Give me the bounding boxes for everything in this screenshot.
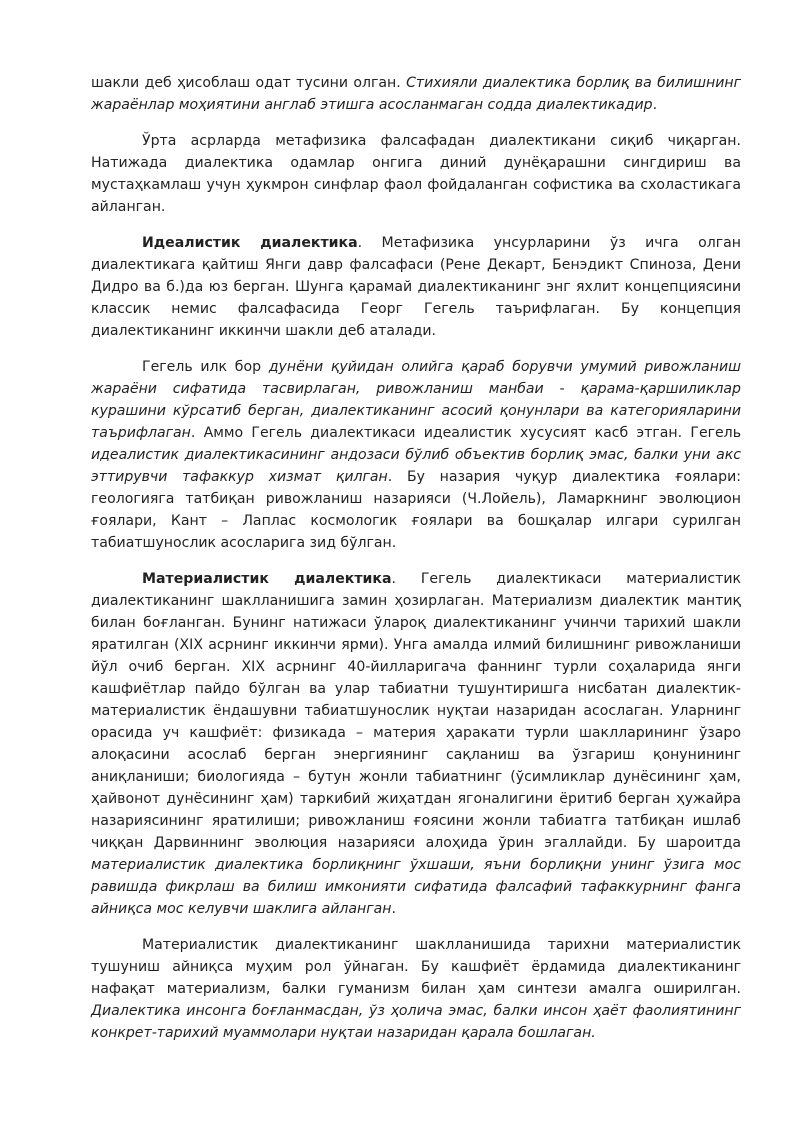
paragraph-2: [91, 130, 741, 218]
paragraph-1-text: шакли деб ҳисоблаш одат тусини олган.: [91, 75, 407, 91]
idealist-dialectics-heading: Идеалистик диалектика: [142, 235, 358, 251]
paragraph-4-emphasis-b: идеалистик диалектикасининг андозаси бўлиб объектив борлиқ эмас, балки уни акс эттирувчи тафаккур хизмат қилган: [91, 447, 741, 485]
paragraph-6: [91, 934, 741, 1044]
paragraph-5-emphasis: материалистик диалектика борлиқнинг ўхшаши, яъни борлиқни унинг ўзига мос равишда фикрлаш ва билиш имконияти сифатида фалсафий тафаккурнинг фанга айниқса мос келувчи шаклига айланган: [91, 857, 741, 917]
paragraph-1: [91, 72, 741, 116]
paragraph-5-text: . Гегель диалектикаси материалистик диалектиканинг шаклланишига замин ҳозирлаган. Материализм диалектик мантиқ билан боғланган. Бунинг натижаси ўлароқ диалектиканинг учинчи тарихий шакли яратилган (XIX асрнинг иккинчи ярми). Унга амалда илмий билишнинг ривожланиши йўл очиб берган. XIX асрнинг 40-йилларигача фаннинг турли соҳаларида янги кашфиётлар пайдо бўлган ва улар табиатни тушунтиришга нисбатан диалектик-материалистик ёндашувни табиатшунослик нуқтаи назаридан асослаган. Уларнинг орасида уч кашфиёт: физикада – материя ҳаракати турли шаклларининг ўзаро алоқасини асослаб берган энергиянинг сақланиш ва ўзгариш қонунининг аниқланиши; биологияда – бутун жонли табиатнинг (ўсимликлар дунёсининг ҳам, ҳайвонот дунёсининг ҳам) таркибий жиҳатдан ягоналигини ёритиб берган ҳужайра назариясининг яратилиши; ривожланиш ғоясини жонли табиатга татбиқан ишлаб чиққан Дарвиннинг эволюция назарияси алоҳида ўрин эгаллайди. Бу шароитда: [91, 571, 741, 851]
paragraph-4: [91, 356, 741, 554]
paragraph-1-emphasis: Стихияли диалектика борлиқ ва билишнинг жараёнлар моҳиятини англаб этишга асосланмаган содда диалектикадир: [91, 75, 741, 113]
paragraph-4-emphasis-a: дунёни қуйидан олийга қараб борувчи умумий ривожланиш жараёни сифатида тасвирлаган, ривожланиш манбаи - қарама-қаршиликлар курашини кўрсатиб берган, диалектиканинг асосий қонунлари ва категорияларини таърифлаган: [91, 359, 741, 441]
paragraph-3: [91, 232, 741, 342]
paragraph-4-text-a: Гегель илк бор: [142, 359, 269, 375]
paragraph-5: [91, 568, 741, 920]
paragraph-1-period: .: [652, 97, 658, 113]
paragraph-4-text-b: . Аммо Гегель диалектикаси идеалистик хусусият касб этган. Гегель: [190, 425, 741, 441]
paragraph-3-text: . Метафизика унсурларини ўз ичга олган диалектикага қайтиш Янги давр фалсафаси (Рене Декарт, Бенэдикт Спиноза, Дени Дидро ва б.)да юз берган. Шунга қарамай диалектиканинг энг яхлит концепциясини классик немис фалсафасида Георг Гегель таърифлаган. Бу концепция диалектиканинг иккинчи шакли деб аталади.: [91, 235, 741, 339]
materialist-dialectics-heading: Материалистик диалектика: [142, 571, 392, 587]
paragraph-4-text-c: . Бу назария чуқур диалектика ғоялари: геологияга татбиқан ривожланиш назарияси (Ч.Лойель), Ламаркнинг эволюцион ғоялари, Кант – Лаплас космологик ғоялари ва бошқалар илгари сурилган табиатшунослик асосларига зид бўлган.: [91, 469, 742, 551]
paragraph-5-period: .: [391, 901, 396, 917]
paragraph-2-text: Ўрта асрларда метафизика фалсафадан диалектикани сиқиб чиқарган. Натижада диалектика одамлар онгига диний дунёқарашни сингдириш ва мустаҳкамлаш учун ҳукмрон синфлар фаол фойдаланган софистика ва схоластикага айланган.: [91, 133, 741, 215]
paragraph-6-text: Материалистик диалектиканинг шаклланишида тарихни материалистик тушуниш айниқса муҳим рол ўйнаган. Бу кашфиёт ёрдамида диалектиканинг нафақат материализм, балки гуманизм билан ҳам синтези амалга оширилган.: [91, 937, 741, 997]
document-page: [91, 72, 741, 1058]
paragraph-6-emphasis: Диалектика инсонга боғланмасдан, ўз ҳолича эмас, балки инсон ҳаёт фаолиятининг конкрет-тарихий муаммолари нуқтаи назаридан қарала бошлаган.: [91, 1003, 741, 1041]
